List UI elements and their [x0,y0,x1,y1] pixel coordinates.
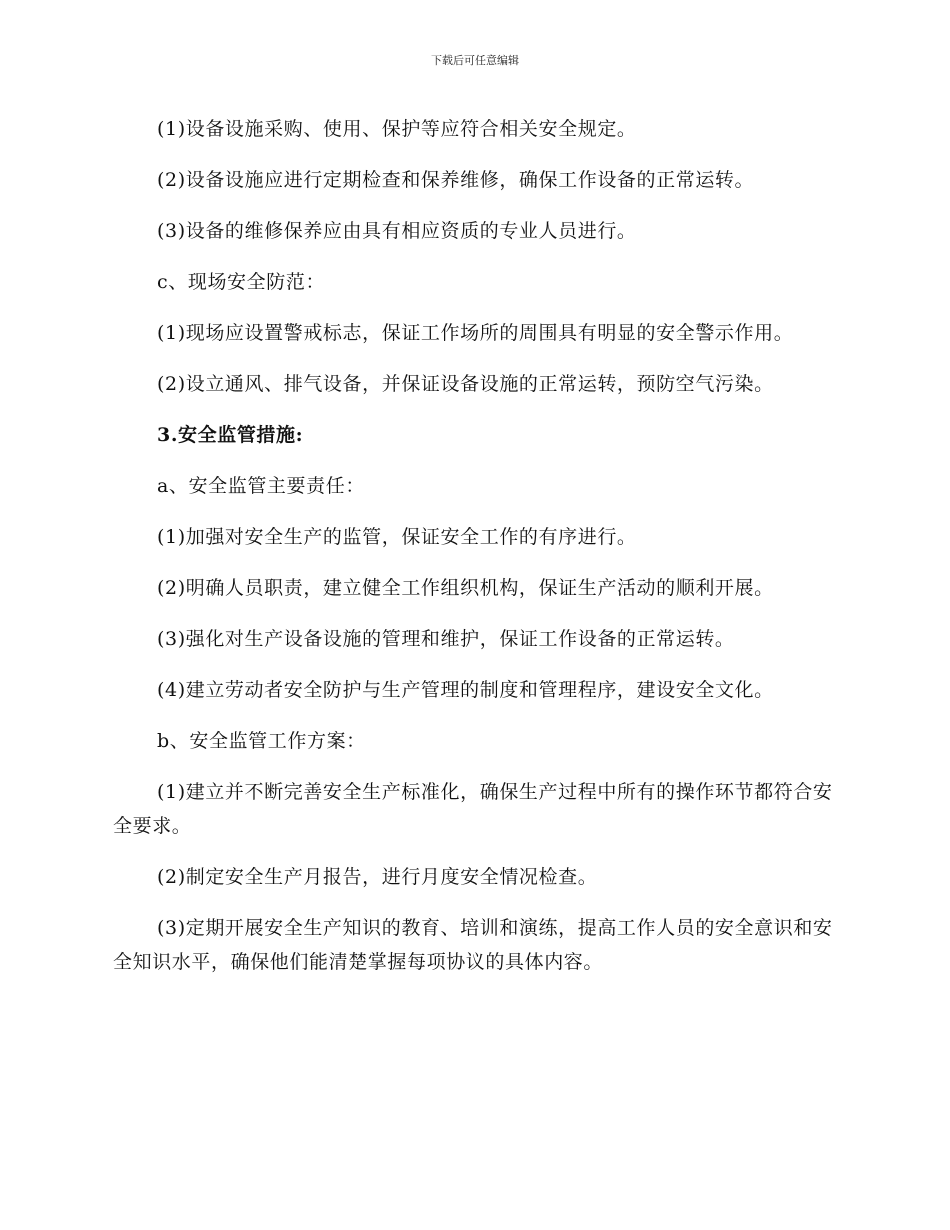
paragraph-equipment-purchase: (1)设备设施采购、使用、保护等应符合相关安全规定。 [157,118,637,140]
paragraph-equipment-maintenance: (3)设备的维修保养应由具有相应资质的专业人员进行。 [157,220,637,242]
subheading-main-responsibilities: a、安全监管主要责任： [157,475,365,497]
paragraph-clarify-duties: (2)明确人员职责，建立健全工作组织机构，保证生产活动的顺利开展。 [157,577,774,599]
paragraph-standardization: (1)建立并不断完善安全生产标准化，确保生产过程中所有的操作环节都符合安全要求。 [113,781,833,837]
section-heading-safety-supervision: 3.安全监管措施: [157,424,304,446]
paragraph-strengthen-supervision: (1)加强对安全生产的监管，保证安全工作的有序进行。 [157,526,637,548]
page-header: 下载后可任意编辑 [431,54,519,67]
paragraph-training: (3)定期开展安全生产知识的教育、培训和演练，提高工作人员的安全意识和安全知识水平，确保他们能清楚掌握每项协议的具体内容。 [113,917,833,973]
paragraph-ventilation: (2)设立通风、排气设备，并保证设备设施的正常运转，预防空气污染。 [157,373,774,395]
document-body [113,112,841,996]
paragraph-monthly-report: (2)制定安全生产月报告，进行月度安全情况检查。 [157,866,598,888]
subheading-site-safety: c、现场安全防范： [157,271,326,293]
paragraph-equipment-management: (3)强化对生产设备设施的管理和维护，保证工作设备的正常运转。 [157,628,735,650]
paragraph-warning-signs: (1)现场应设置警戒标志，保证工作场所的周围具有明显的安全警示作用。 [157,322,794,344]
subheading-work-plan: b、安全监管工作方案： [157,730,366,752]
paragraph-safety-culture: (4)建立劳动者安全防护与生产管理的制度和管理程序，建设安全文化。 [157,679,774,701]
paragraph-equipment-inspection: (2)设备设施应进行定期检查和保养维修，确保工作设备的正常运转。 [157,169,755,191]
